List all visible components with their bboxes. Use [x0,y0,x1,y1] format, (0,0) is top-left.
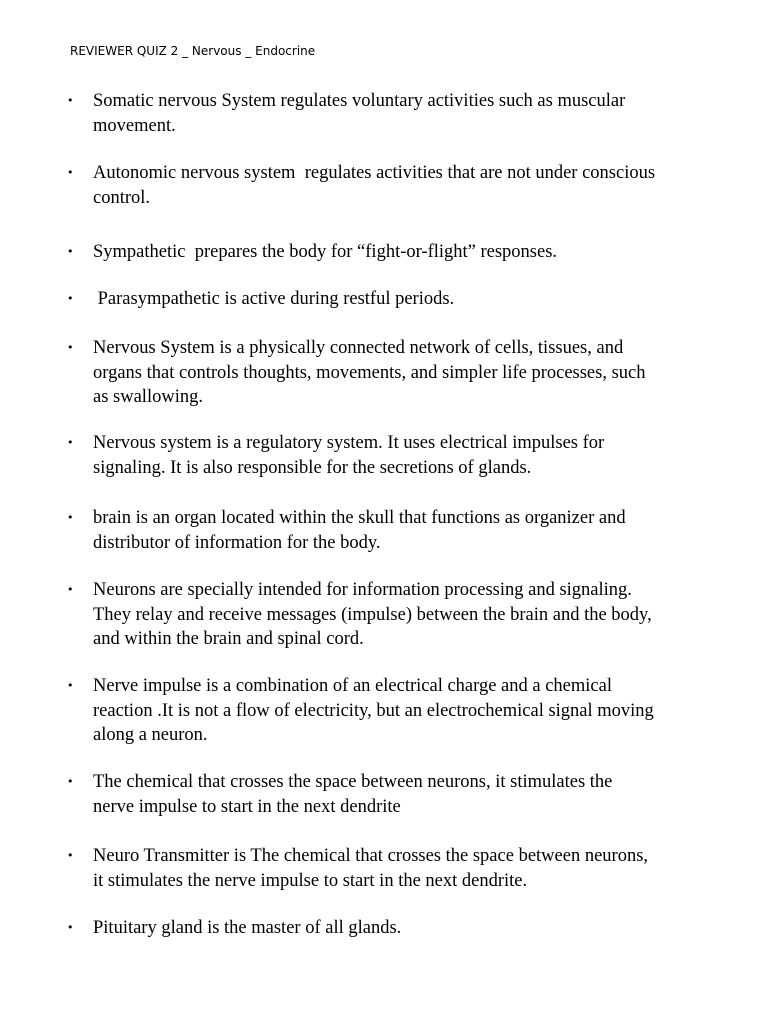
list-item-text [93,336,733,410]
bullet-icon: • [67,849,74,862]
list-item-text [93,916,733,941]
bullet-icon: • [67,292,74,305]
text-line: Nervous System is a physically connected network of cells, tissues, and [93,338,624,358]
text-line: signaling. It is also responsible for the secretions of glands. [93,457,532,478]
list-item-text [93,89,733,138]
list-item-text [93,844,733,893]
list-item-text [93,431,733,480]
list-item-text [93,674,733,748]
bullet-icon: • [67,679,74,692]
bullet-icon: • [67,511,74,524]
text-line: as swallowing. [93,387,203,407]
text-line: Somatic nervous System regulates voluntary activities such as muscular [93,91,626,111]
bullet-icon: • [67,583,74,596]
text-line: Pituitary gland is the master of all glands. [93,918,402,938]
text-line: They relay and receive messages (impulse) between the brain and the body, [93,604,652,625]
text-line: The chemical that crosses the space between neurons, it stimulates the [93,772,613,792]
text-line: reaction .It is not a flow of electricity, but an electrochemical signal moving [93,700,654,721]
text-line: brain is an organ located within the skull that functions as organizer and [93,508,626,528]
bullet-icon: • [67,921,74,934]
bullet-icon: • [67,94,74,107]
text-line: organs that controls thoughts, movements, and simpler life processes, such [93,362,646,383]
list-item-text [93,578,733,652]
text-line: Neuro Transmitter is The chemical that crosses the space between neurons, [93,846,649,866]
list-item-text [93,240,733,265]
list-item-text [93,161,733,210]
list-item-text [93,287,733,312]
list-item-text [93,770,733,819]
text-line: Parasympathetic is active during restful periods. [93,289,455,309]
document-header: REVIEWER QUIZ 2 _ Nervous _ Endocrine [70,44,316,58]
text-line: and within the brain and spinal cord. [93,629,364,649]
text-line: control. [93,187,151,208]
bullet-icon: • [67,775,74,788]
text-line: Nerve impulse is a combination of an electrical charge and a chemical [93,676,612,696]
text-line: distributor of information for the body. [93,532,381,553]
text-line: Autonomic nervous system regulates activities that are not under conscious [93,163,656,183]
text-line: Nervous system is a regulatory system. It uses electrical impulses for [93,433,605,453]
text-line: Sympathetic prepares the body for “fight-or-flight” responses. [93,242,558,262]
text-line: it stimulates the nerve impulse to start in the next dendrite. [93,870,528,891]
bullet-icon: • [67,245,74,258]
bullet-icon: • [67,341,74,354]
bullet-icon: • [67,166,74,179]
text-line: along a neuron. [93,725,208,745]
list-item-text [93,506,733,555]
bullet-icon: • [67,436,74,449]
text-line: Neurons are specially intended for information processing and signaling. [93,580,632,600]
text-line: movement. [93,115,176,136]
text-line: nerve impulse to start in the next dendrite [93,796,401,817]
